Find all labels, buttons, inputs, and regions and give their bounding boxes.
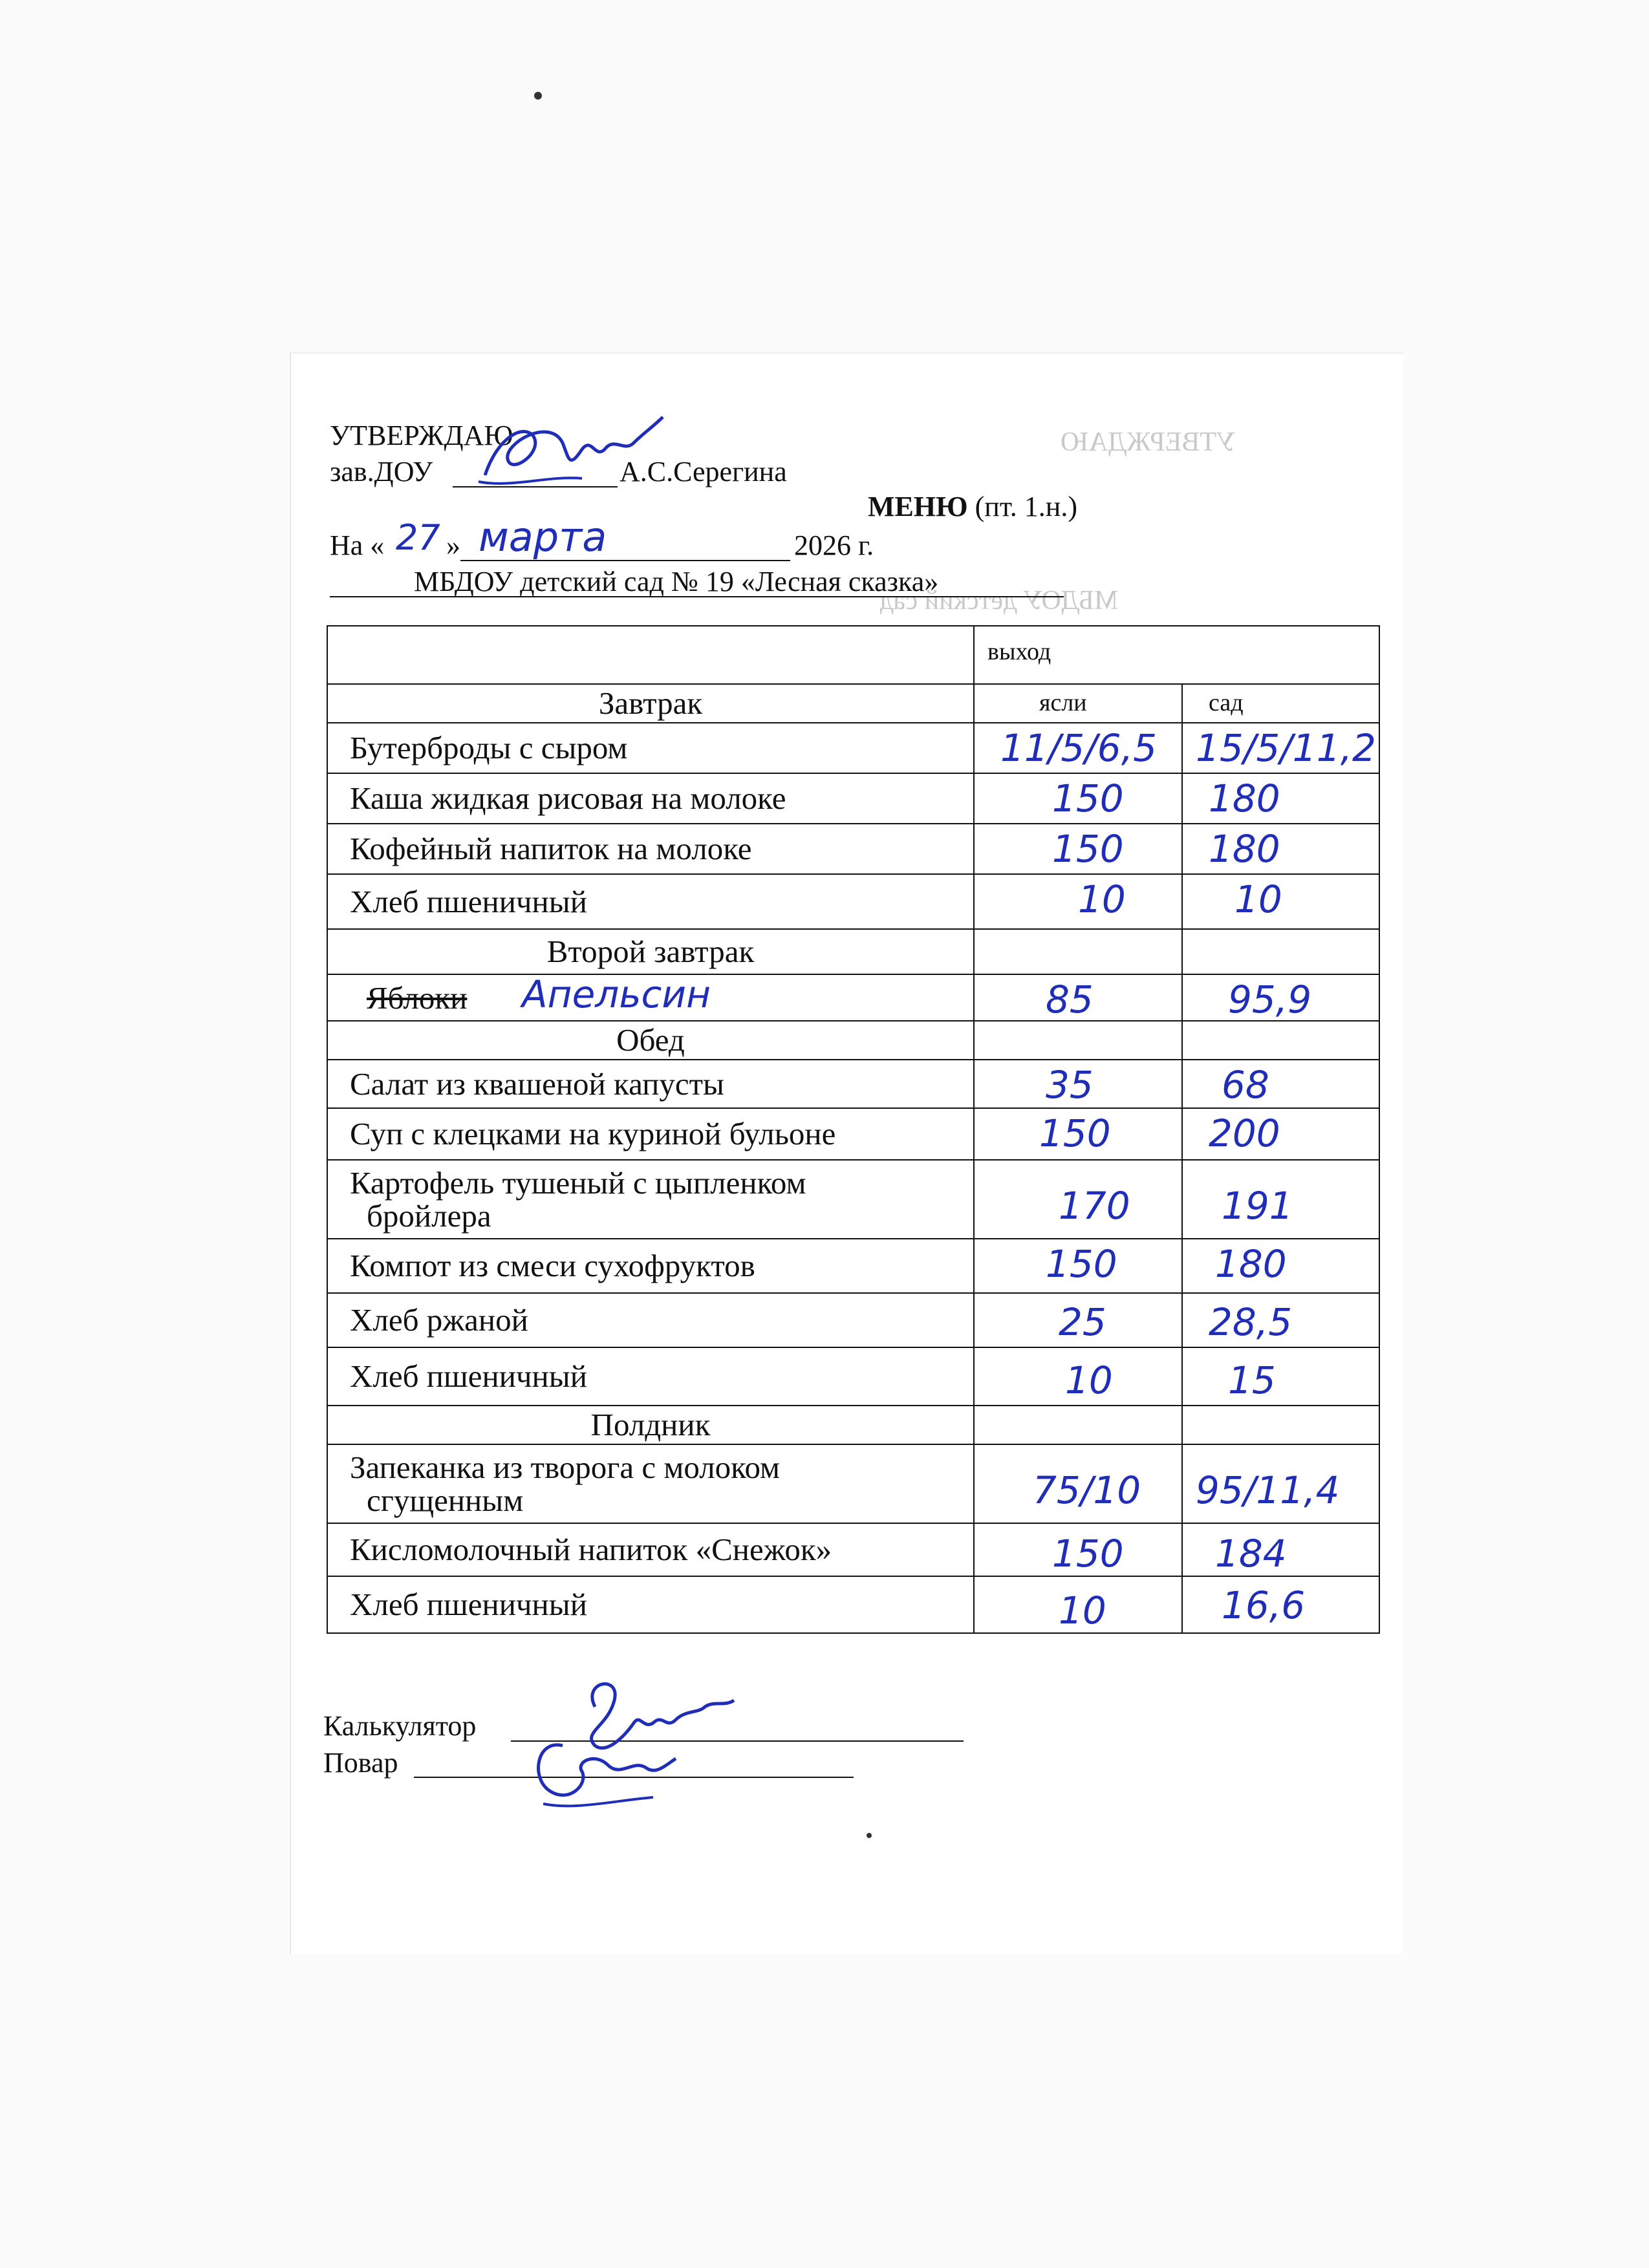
garden-value: 180 [1209,776,1280,820]
table-row [327,723,1379,773]
table-row [327,684,1379,723]
table-row [327,974,1379,1021]
table-row [327,824,1379,874]
garden-value: 95/11,4 [1196,1468,1340,1512]
table-row [327,1160,1379,1239]
nursery-value: 11/5/6,5 [1000,726,1158,770]
garden-value: 95,9 [1228,978,1312,1021]
table-row [327,1444,1379,1523]
cook-label: Повар [323,1747,398,1779]
garden-value: 200 [1209,1111,1280,1155]
date-mid: » [446,530,460,561]
section-title: Завтрак [327,684,974,723]
table-row [327,1108,1379,1160]
empty-cell [1182,1406,1379,1444]
garden-value: 28,5 [1209,1300,1293,1344]
garden-value: 16,6 [1222,1583,1306,1627]
dish-name: Салат из квашеной капусты [327,1060,974,1108]
table-header-row [327,626,1379,684]
garden-header: сад [1182,684,1379,723]
speck [534,92,542,100]
dish-name: Яблоки [367,980,468,1016]
bleed-through-text: УТВЕРЖДАЮ [1061,427,1236,457]
empty-cell [974,1021,1182,1060]
nursery-value: 10 [1078,877,1126,921]
position-label: зав.ДОУ [330,456,433,487]
nursery-value: 10 [1065,1358,1113,1402]
dish-name: Кофейный напиток на молоке [327,824,974,874]
garden-value: 15/5/11,2 [1196,726,1376,770]
approve-label: УТВЕРЖДАЮ [330,420,513,451]
dish-name: Картофель тушеный с цыпленком [350,1164,806,1201]
dish-name: Бутерброды с сыром [327,723,974,773]
dish-name-cell [327,1444,974,1523]
dish-name: Каша жидкая рисовая на молоке [327,773,974,824]
table-row [327,1523,1379,1576]
dish-name: Хлеб пшеничный [327,1347,974,1406]
dish-name: Компот из смеси сухофруктов [327,1239,974,1293]
table-row [327,1293,1379,1347]
garden-value: 184 [1215,1532,1287,1576]
nursery-value: 10 [1059,1589,1106,1632]
dish-name: Хлеб пшеничный [327,1576,974,1633]
institution-name: МБДОУ детский сад № 19 «Лесная сказка» [414,566,939,597]
table-row [327,1060,1379,1108]
calculator-label: Калькулятор [323,1710,477,1742]
nursery-value: 150 [1052,827,1124,871]
table-row [327,929,1379,974]
dish-name: Кисломолочный напиток «Снежок» [327,1523,974,1576]
dish-name-continued: сгущенным [367,1482,524,1518]
output-header: выход [974,626,1379,684]
table-row [327,874,1379,929]
menu-title-bold: МЕНЮ [868,491,968,522]
empty-cell [974,1406,1182,1444]
section-title: Второй завтрак [327,929,974,974]
dish-name-cell [327,1160,974,1239]
nursery-value: 170 [1059,1184,1130,1228]
section-title: Полдник [327,1406,974,1444]
dish-name: Хлеб ржаной [327,1293,974,1347]
nursery-header: ясли [974,684,1182,723]
nursery-value: 150 [1046,1242,1117,1286]
bleed-through-text: МБДОУ детский сад [879,586,1119,615]
nursery-value: 85 [1046,978,1094,1021]
date-prefix: На « [330,530,385,561]
nursery-value: 75/10 [1033,1468,1141,1512]
menu-table [327,625,1380,1634]
table-row [327,1021,1379,1060]
menu-title [868,493,1077,521]
dish-name: Запеканка из творога с молоком [350,1449,781,1485]
dish-name: Хлеб пшеничный [327,874,974,929]
date-month: марта [479,513,607,561]
dish-name-continued: бройлера [367,1198,491,1234]
nursery-value: 150 [1039,1111,1111,1155]
nursery-value: 150 [1052,1532,1124,1576]
nursery-value: 150 [1052,776,1124,820]
section-title: Обед [327,1021,974,1060]
nursery-value: 25 [1059,1300,1106,1344]
date-day: 27 [396,517,440,558]
director-name: А.С.Серегина [620,456,787,487]
garden-value: 68 [1222,1063,1269,1107]
garden-value: 15 [1228,1358,1276,1402]
table-row [327,773,1379,824]
garden-value: 191 [1222,1184,1293,1228]
empty-cell [974,929,1182,974]
garden-value: 180 [1209,827,1280,871]
garden-value: 180 [1215,1242,1287,1286]
table-row [327,1239,1379,1293]
garden-value: 10 [1234,877,1282,921]
cook-signature [524,1720,679,1817]
table-row [327,1406,1379,1444]
empty-cell [1182,1021,1379,1060]
menu-title-rest: (пт. 1.н.) [975,491,1077,522]
table-row [327,1347,1379,1406]
table-row [327,1576,1379,1633]
nursery-value: 35 [1046,1063,1094,1107]
director-signature [472,398,666,501]
date-year: 2026 г. [794,530,874,561]
handwritten-replacement: Апельсин [522,974,711,1016]
empty-cell [1182,929,1379,974]
speck [867,1833,872,1838]
dish-name: Суп с клецками на куриной бульоне [327,1108,974,1160]
header-empty-cell [327,626,974,684]
